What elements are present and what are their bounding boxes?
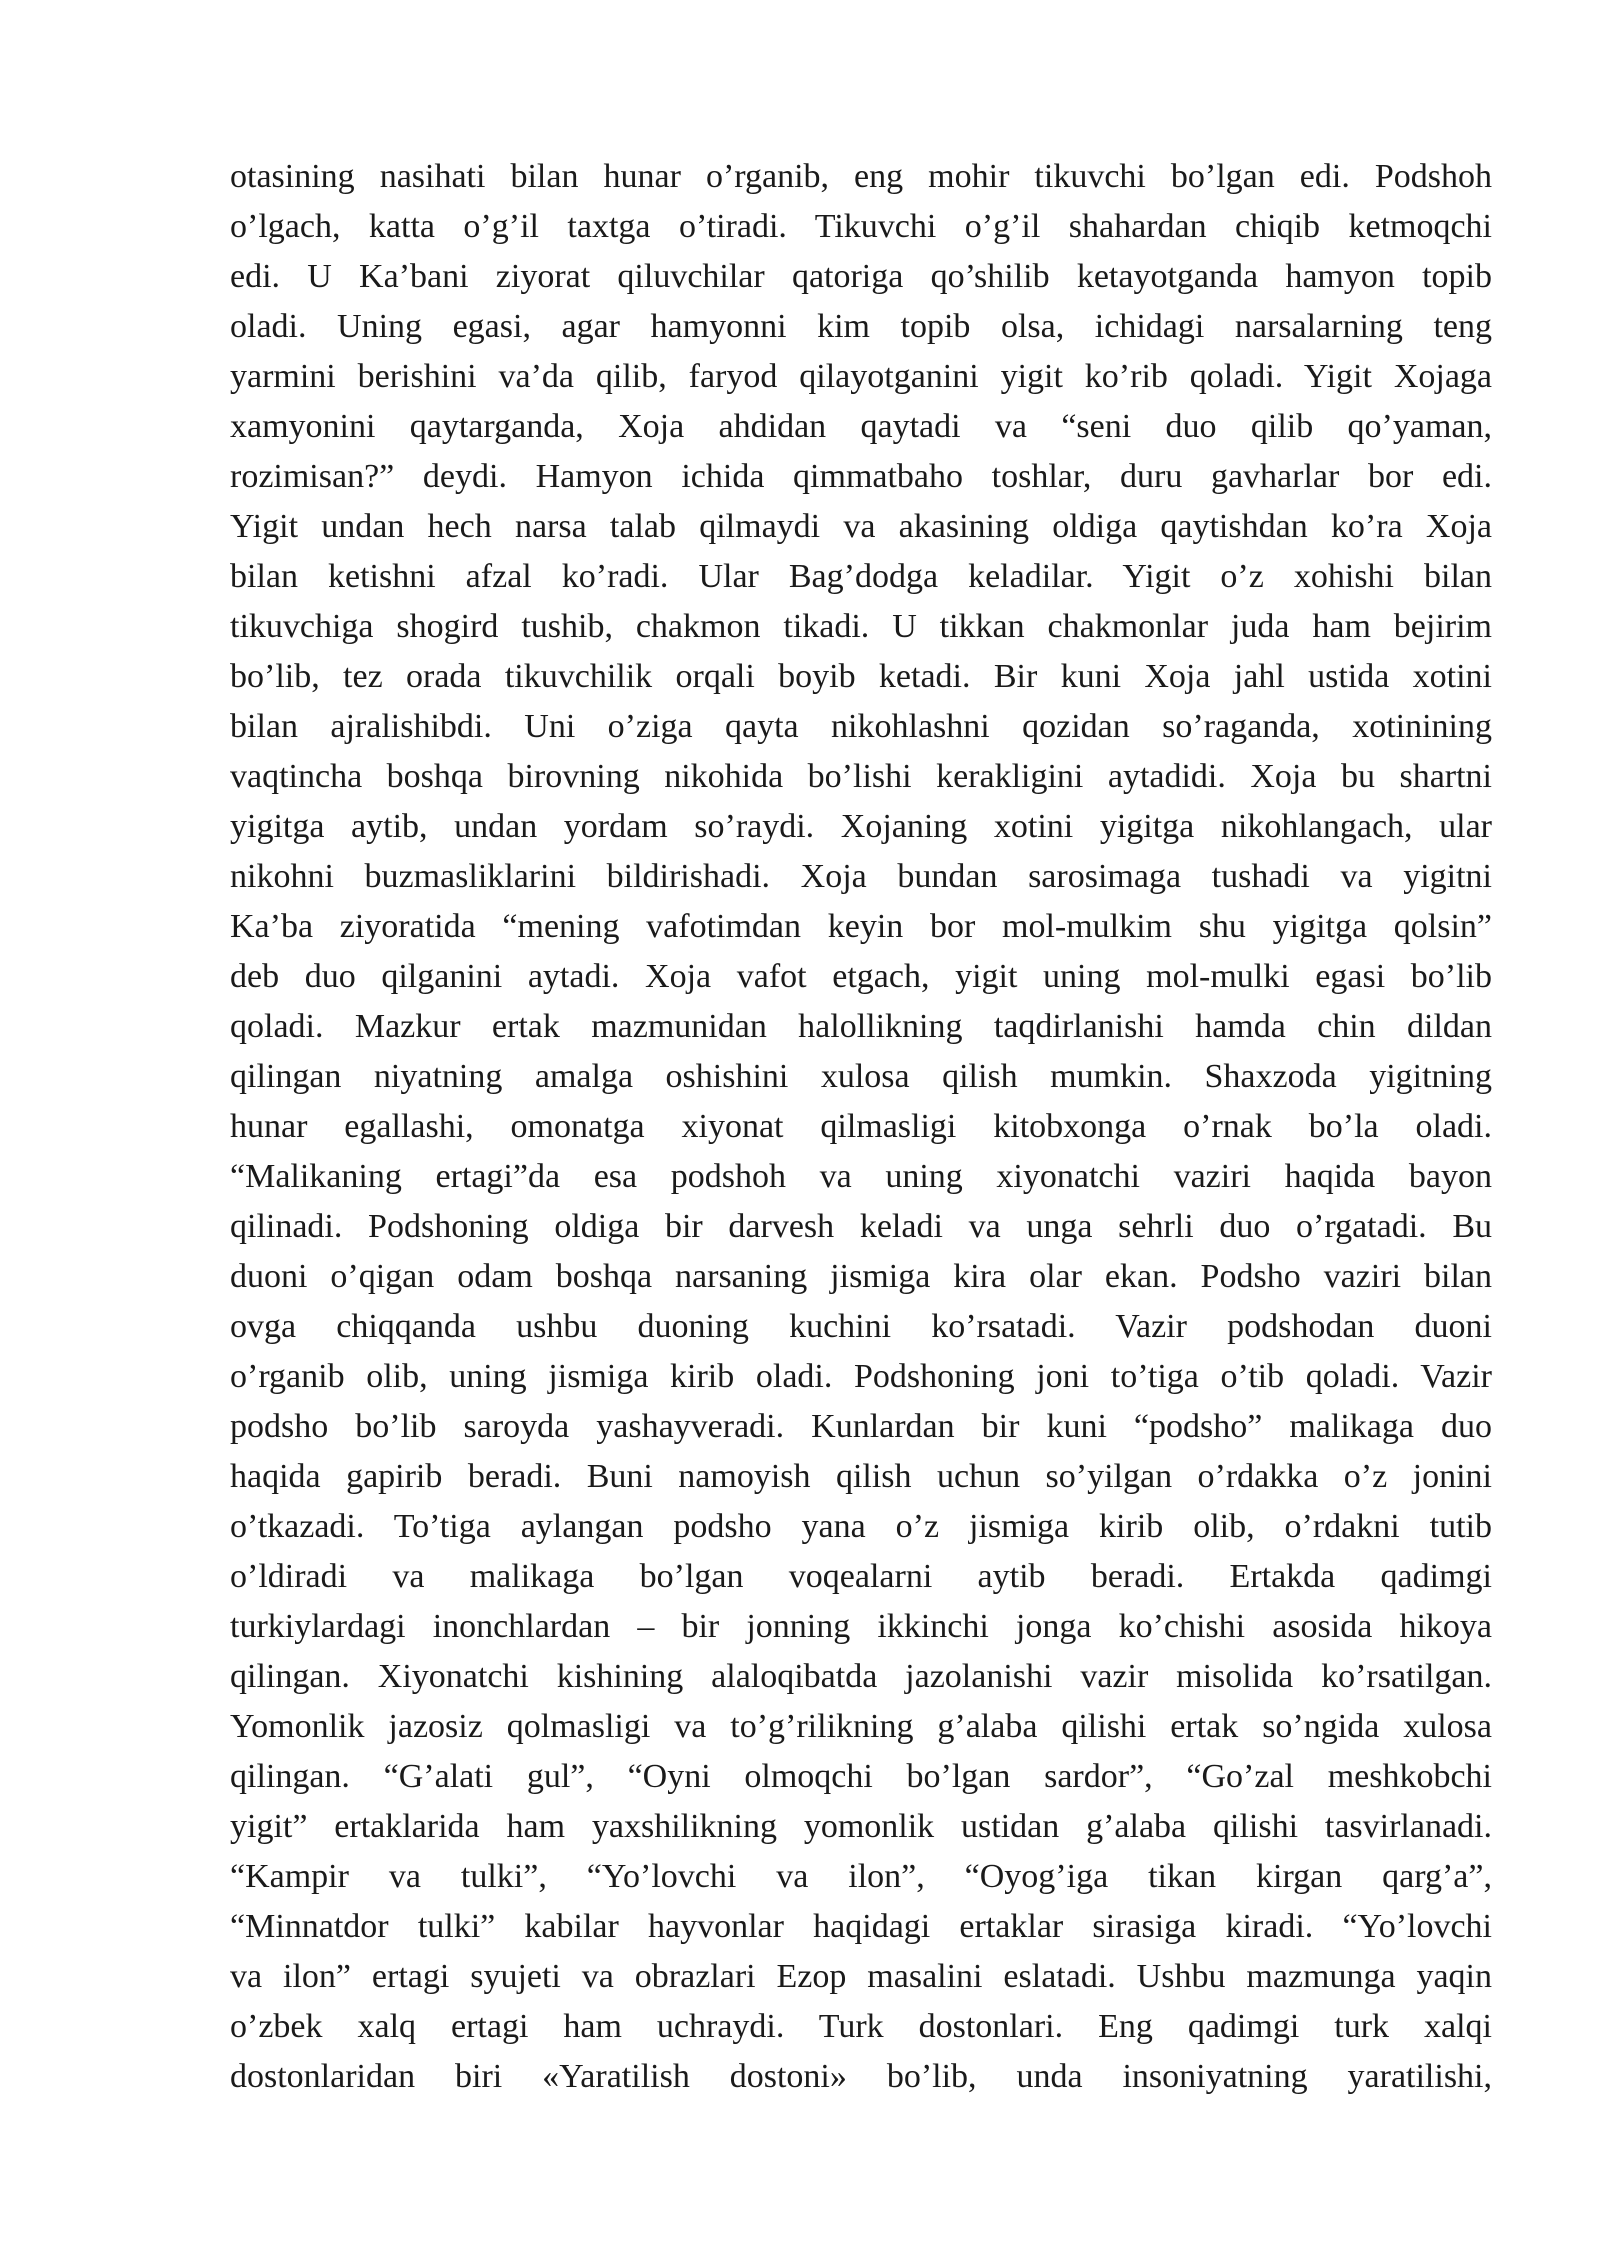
text-line: qilingan. Xiyonatchi kishining alaloqibatda jazolanishi vazir misolida ko’rsatilgan. <box>230 1658 1492 1695</box>
text-line: vaqtincha boshqa birovning nikohida bo’lishi kerakligini aytadidi. Xoja bu shartni <box>230 758 1492 795</box>
text-line: qilingan. “G’alati gul”, “Oyni olmoqchi bo’lgan sardor”, “Go’zal meshkobchi <box>230 1758 1492 1795</box>
text-line: o’ldiradi va malikaga bo’lgan voqealarni aytib beradi. Ertakda qadimgi <box>230 1558 1492 1595</box>
text-line: bilan ajralishibdi. Uni o’ziga qayta nikohlashni qozidan so’raganda, xotinining <box>230 708 1492 745</box>
text-line: oladi. Uning egasi, agar hamyonni kim topib olsa, ichidagi narsalarning teng <box>230 308 1492 345</box>
text-line: tikuvchiga shogird tushib, chakmon tikadi. U tikkan chakmonlar juda ham bejirim <box>230 608 1492 645</box>
text-line: qoladi. Mazkur ertak mazmunidan halollikning taqdirlanishi hamda chin dildan <box>230 1008 1492 1045</box>
text-line: va ilon” ertagi syujeti va obrazlari Ezop masalini eslatadi. Ushbu mazmunga yaqin <box>230 1958 1492 1995</box>
text-line: bo’lib, tez orada tikuvchilik orqali boyib ketadi. Bir kuni Xoja jahl ustida xotini <box>230 658 1492 695</box>
text-line: turkiylardagi inonchlardan – bir jonning ikkinchi jonga ko’chishi asosida hikoya <box>230 1608 1492 1645</box>
text-line: o’tkazadi. To’tiga aylangan podsho yana o’z jismiga kirib olib, o’rdakni tutib <box>230 1508 1492 1545</box>
text-line: otasining nasihati bilan hunar o’rganib, eng mohir tikuvchi bo’lgan edi. Podshoh <box>230 158 1492 195</box>
body-paragraph <box>230 152 1493 2102</box>
text-line: rozimisan?” deydi. Hamyon ichida qimmatbaho toshlar, duru gavharlar bor edi. <box>230 458 1492 495</box>
text-line: qilingan niyatning amalga oshishini xulosa qilish mumkin. Shaxzoda yigitning <box>230 1058 1492 1095</box>
text-line: Ka’ba ziyoratida “mening vafotimdan keyin bor mol-mulkim shu yigitga qolsin” <box>230 908 1492 945</box>
text-line: “Malikaning ertagi”da esa podshoh va uning xiyonatchi vaziri haqida bayon <box>230 1158 1492 1195</box>
text-line: o’rganib olib, uning jismiga kirib oladi. Podshoning joni to’tiga o’tib qoladi. Vazir <box>230 1358 1492 1395</box>
text-line: xamyonini qaytarganda, Xoja ahdidan qaytadi va “seni duo qilib qo’yaman, <box>230 408 1492 445</box>
text-line: o’zbek xalq ertagi ham uchraydi. Turk dostonlari. Eng qadimgi turk xalqi <box>230 2008 1492 2045</box>
text-line: podsho bo’lib saroyda yashayveradi. Kunlardan bir kuni “podsho” malikaga duo <box>230 1408 1492 1445</box>
text-line: “Kampir va tulki”, “Yo’lovchi va ilon”, “Oyog’iga tikan kirgan qarg’a”, <box>230 1858 1492 1895</box>
text-line: “Minnatdor tulki” kabilar hayvonlar haqidagi ertaklar sirasiga kiradi. “Yo’lovchi <box>230 1908 1492 1945</box>
text-line: duoni o’qigan odam boshqa narsaning jismiga kira olar ekan. Podsho vaziri bilan <box>230 1258 1492 1295</box>
text-line: yigit” ertaklarida ham yaxshilikning yomonlik ustidan g’alaba qilishi tasvirlanadi. <box>230 1808 1492 1845</box>
text-line: ovga chiqqanda ushbu duoning kuchini ko’rsatadi. Vazir podshodan duoni <box>230 1308 1492 1345</box>
text-line: nikohni buzmasliklarini bildirishadi. Xoja bundan sarosimaga tushadi va yigitni <box>230 858 1492 895</box>
text-line: deb duo qilganini aytadi. Xoja vafot etgach, yigit uning mol-mulki egasi bo’lib <box>230 958 1492 995</box>
text-line: qilinadi. Podshoning oldiga bir darvesh keladi va unga sehrli duo o’rgatadi. Bu <box>230 1208 1492 1245</box>
text-line: Yomonlik jazosiz qolmasligi va to’g’rilikning g’alaba qilishi ertak so’ngida xulosa <box>230 1708 1492 1745</box>
text-line: edi. U Ka’bani ziyorat qiluvchilar qatoriga qo’shilib ketayotganda hamyon topib <box>230 258 1492 295</box>
text-line: hunar egallashi, omonatga xiyonat qilmasligi kitobxonga o’rnak bo’la oladi. <box>230 1108 1492 1145</box>
text-line: yarmini berishini va’da qilib, faryod qilayotganini yigit ko’rib qoladi. Yigit Xojaga <box>230 358 1492 395</box>
text-line: Yigit undan hech narsa talab qilmaydi va akasining oldiga qaytishdan ko’ra Xoja <box>230 508 1492 545</box>
text-line: dostonlaridan biri «Yaratilish dostoni» bo’lib, unda insoniyatning yaratilishi, <box>230 2058 1492 2095</box>
text-line: yigitga aytib, undan yordam so’raydi. Xojaning xotini yigitga nikohlangach, ular <box>230 808 1492 845</box>
text-line: bilan ketishni afzal ko’radi. Ular Bag’dodga keladilar. Yigit o’z xohishi bilan <box>230 558 1492 595</box>
text-line: haqida gapirib beradi. Buni namoyish qilish uchun so’yilgan o’rdakka o’z jonini <box>230 1458 1492 1495</box>
text-line: o’lgach, katta o’g’il taxtga o’tiradi. Tikuvchi o’g’il shahardan chiqib ketmoqchi <box>230 208 1492 245</box>
